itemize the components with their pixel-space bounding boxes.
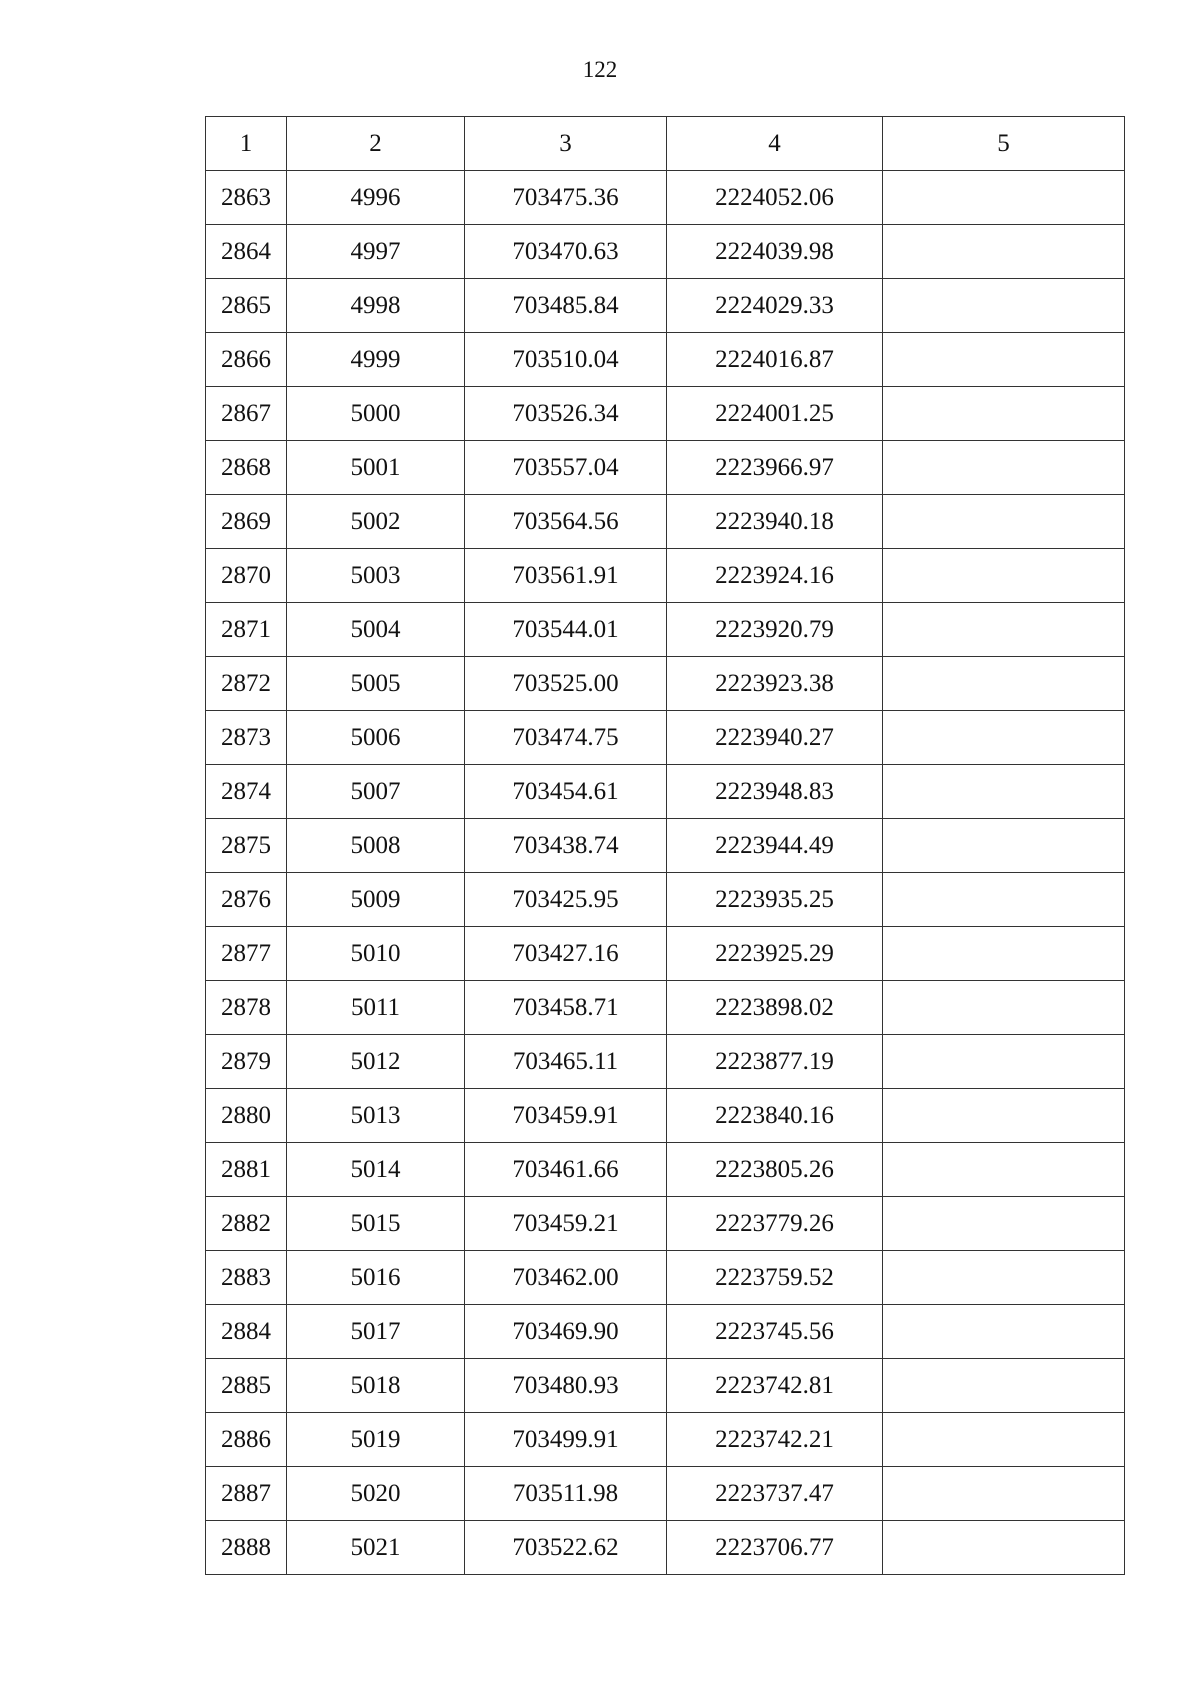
table-cell: 2223779.26 — [667, 1197, 883, 1251]
table-cell: 703458.71 — [465, 981, 667, 1035]
table-cell — [883, 1035, 1125, 1089]
table-cell — [883, 1359, 1125, 1413]
table-cell: 2223948.83 — [667, 765, 883, 819]
table-cell: 2223737.47 — [667, 1467, 883, 1521]
table-body — [206, 171, 1125, 1575]
table-row — [206, 333, 1125, 387]
table-cell — [883, 1305, 1125, 1359]
column-header-5: 5 — [883, 117, 1125, 171]
table-cell: 703511.98 — [465, 1467, 667, 1521]
table-header — [206, 117, 1125, 171]
table-cell — [883, 711, 1125, 765]
table-cell: 2223742.81 — [667, 1359, 883, 1413]
table-row — [206, 387, 1125, 441]
page-number: 122 — [582, 57, 618, 82]
table-cell: 5010 — [287, 927, 465, 981]
table-cell: 2868 — [206, 441, 287, 495]
table-cell — [883, 333, 1125, 387]
table-row — [206, 1035, 1125, 1089]
table-cell: 5007 — [287, 765, 465, 819]
table-cell: 2873 — [206, 711, 287, 765]
table-cell: 703462.00 — [465, 1251, 667, 1305]
table-row — [206, 765, 1125, 819]
table-row — [206, 819, 1125, 873]
table-cell: 2886 — [206, 1413, 287, 1467]
table-cell: 2863 — [206, 171, 287, 225]
table-cell: 2869 — [206, 495, 287, 549]
table-cell — [883, 441, 1125, 495]
table-cell: 2223944.49 — [667, 819, 883, 873]
table-cell: 2223920.79 — [667, 603, 883, 657]
table-cell: 5019 — [287, 1413, 465, 1467]
table-cell — [883, 1251, 1125, 1305]
table-cell: 703474.75 — [465, 711, 667, 765]
table-cell: 2223935.25 — [667, 873, 883, 927]
table-cell: 4996 — [287, 171, 465, 225]
table-cell: 5002 — [287, 495, 465, 549]
table-cell: 2224016.87 — [667, 333, 883, 387]
coordinates-table — [205, 116, 1125, 1575]
table-cell: 5014 — [287, 1143, 465, 1197]
table-cell — [883, 225, 1125, 279]
table-cell: 5017 — [287, 1305, 465, 1359]
table-cell: 5015 — [287, 1197, 465, 1251]
table-cell: 2883 — [206, 1251, 287, 1305]
table-cell: 2223706.77 — [667, 1521, 883, 1575]
table-cell: 2224001.25 — [667, 387, 883, 441]
table-row — [206, 711, 1125, 765]
table-cell: 703470.63 — [465, 225, 667, 279]
table-row — [206, 171, 1125, 225]
table-cell — [883, 495, 1125, 549]
header-row — [206, 117, 1125, 171]
table-cell: 2865 — [206, 279, 287, 333]
table-cell: 703561.91 — [465, 549, 667, 603]
table-cell: 5003 — [287, 549, 465, 603]
table-cell: 703480.93 — [465, 1359, 667, 1413]
table-cell: 2870 — [206, 549, 287, 603]
table-cell: 703544.01 — [465, 603, 667, 657]
table-row — [206, 225, 1125, 279]
table-cell: 703485.84 — [465, 279, 667, 333]
table-cell — [883, 279, 1125, 333]
table-cell: 703459.21 — [465, 1197, 667, 1251]
table-cell: 2223924.16 — [667, 549, 883, 603]
table-cell: 2880 — [206, 1089, 287, 1143]
table-cell: 5006 — [287, 711, 465, 765]
table-cell: 703469.90 — [465, 1305, 667, 1359]
table-row — [206, 1305, 1125, 1359]
table-cell: 2223923.38 — [667, 657, 883, 711]
table-row — [206, 1521, 1125, 1575]
table-cell — [883, 1521, 1125, 1575]
table-cell — [883, 171, 1125, 225]
table-cell: 703427.16 — [465, 927, 667, 981]
table-cell: 2223759.52 — [667, 1251, 883, 1305]
table-cell: 703510.04 — [465, 333, 667, 387]
column-header-2: 2 — [287, 117, 465, 171]
table-cell — [883, 1089, 1125, 1143]
table-row — [206, 927, 1125, 981]
table-cell: 5009 — [287, 873, 465, 927]
table-cell: 2223940.27 — [667, 711, 883, 765]
table-cell: 2866 — [206, 333, 287, 387]
table-row — [206, 495, 1125, 549]
table-cell: 5020 — [287, 1467, 465, 1521]
table-row — [206, 1143, 1125, 1197]
table-cell: 2223877.19 — [667, 1035, 883, 1089]
table-cell: 703461.66 — [465, 1143, 667, 1197]
table-row — [206, 657, 1125, 711]
table-cell: 703425.95 — [465, 873, 667, 927]
table-cell: 4999 — [287, 333, 465, 387]
table-cell: 5012 — [287, 1035, 465, 1089]
table-cell — [883, 549, 1125, 603]
table-cell: 2872 — [206, 657, 287, 711]
table-cell — [883, 981, 1125, 1035]
table-row — [206, 873, 1125, 927]
table-cell: 2864 — [206, 225, 287, 279]
table-row — [206, 1197, 1125, 1251]
table-cell: 5016 — [287, 1251, 465, 1305]
table-cell — [883, 1143, 1125, 1197]
table-cell — [883, 657, 1125, 711]
table-cell: 5000 — [287, 387, 465, 441]
table-cell: 2882 — [206, 1197, 287, 1251]
table-row — [206, 549, 1125, 603]
table-cell: 5018 — [287, 1359, 465, 1413]
table-cell: 5004 — [287, 603, 465, 657]
table-row — [206, 279, 1125, 333]
table-cell — [883, 765, 1125, 819]
table-cell: 4997 — [287, 225, 465, 279]
table-row — [206, 441, 1125, 495]
table-cell — [883, 1467, 1125, 1521]
table-cell: 2223745.56 — [667, 1305, 883, 1359]
table-cell — [883, 1197, 1125, 1251]
column-header-4: 4 — [667, 117, 883, 171]
table-cell: 2223940.18 — [667, 495, 883, 549]
table-cell: 703459.91 — [465, 1089, 667, 1143]
table-cell: 5005 — [287, 657, 465, 711]
table-cell: 2887 — [206, 1467, 287, 1521]
table-cell: 2881 — [206, 1143, 287, 1197]
table-cell: 5011 — [287, 981, 465, 1035]
table-cell: 2878 — [206, 981, 287, 1035]
table-cell: 2867 — [206, 387, 287, 441]
table-cell: 2871 — [206, 603, 287, 657]
table-cell: 2223840.16 — [667, 1089, 883, 1143]
table-cell: 703438.74 — [465, 819, 667, 873]
column-header-3: 3 — [465, 117, 667, 171]
table-cell: 2223966.97 — [667, 441, 883, 495]
table-row — [206, 603, 1125, 657]
table-cell: 2879 — [206, 1035, 287, 1089]
table-cell — [883, 927, 1125, 981]
table-cell: 2223805.26 — [667, 1143, 883, 1197]
table-cell: 703475.36 — [465, 171, 667, 225]
table-cell: 703564.56 — [465, 495, 667, 549]
table-cell — [883, 873, 1125, 927]
table-cell: 2888 — [206, 1521, 287, 1575]
table-cell: 703526.34 — [465, 387, 667, 441]
table-cell: 703557.04 — [465, 441, 667, 495]
table-cell — [883, 387, 1125, 441]
table-row — [206, 1413, 1125, 1467]
column-header-1: 1 — [206, 117, 287, 171]
table-row — [206, 1089, 1125, 1143]
table-row — [206, 1251, 1125, 1305]
table-cell: 2874 — [206, 765, 287, 819]
table-cell: 703499.91 — [465, 1413, 667, 1467]
table-cell: 5008 — [287, 819, 465, 873]
table-cell: 2884 — [206, 1305, 287, 1359]
table-cell: 2223742.21 — [667, 1413, 883, 1467]
table-cell — [883, 1413, 1125, 1467]
table-cell: 703525.00 — [465, 657, 667, 711]
table-cell: 2223898.02 — [667, 981, 883, 1035]
table-row — [206, 981, 1125, 1035]
table-cell — [883, 603, 1125, 657]
table-row — [206, 1359, 1125, 1413]
table-cell: 703522.62 — [465, 1521, 667, 1575]
table-cell: 2223925.29 — [667, 927, 883, 981]
table-cell: 5001 — [287, 441, 465, 495]
table-cell: 2224052.06 — [667, 171, 883, 225]
table-cell — [883, 819, 1125, 873]
table-cell: 703465.11 — [465, 1035, 667, 1089]
table-cell: 2224039.98 — [667, 225, 883, 279]
table-cell: 4998 — [287, 279, 465, 333]
table-cell: 2876 — [206, 873, 287, 927]
table-cell: 2877 — [206, 927, 287, 981]
table-row — [206, 1467, 1125, 1521]
table-cell: 2885 — [206, 1359, 287, 1413]
table-cell: 2875 — [206, 819, 287, 873]
table-cell: 2224029.33 — [667, 279, 883, 333]
table-cell: 5013 — [287, 1089, 465, 1143]
table-cell: 5021 — [287, 1521, 465, 1575]
table-cell: 703454.61 — [465, 765, 667, 819]
